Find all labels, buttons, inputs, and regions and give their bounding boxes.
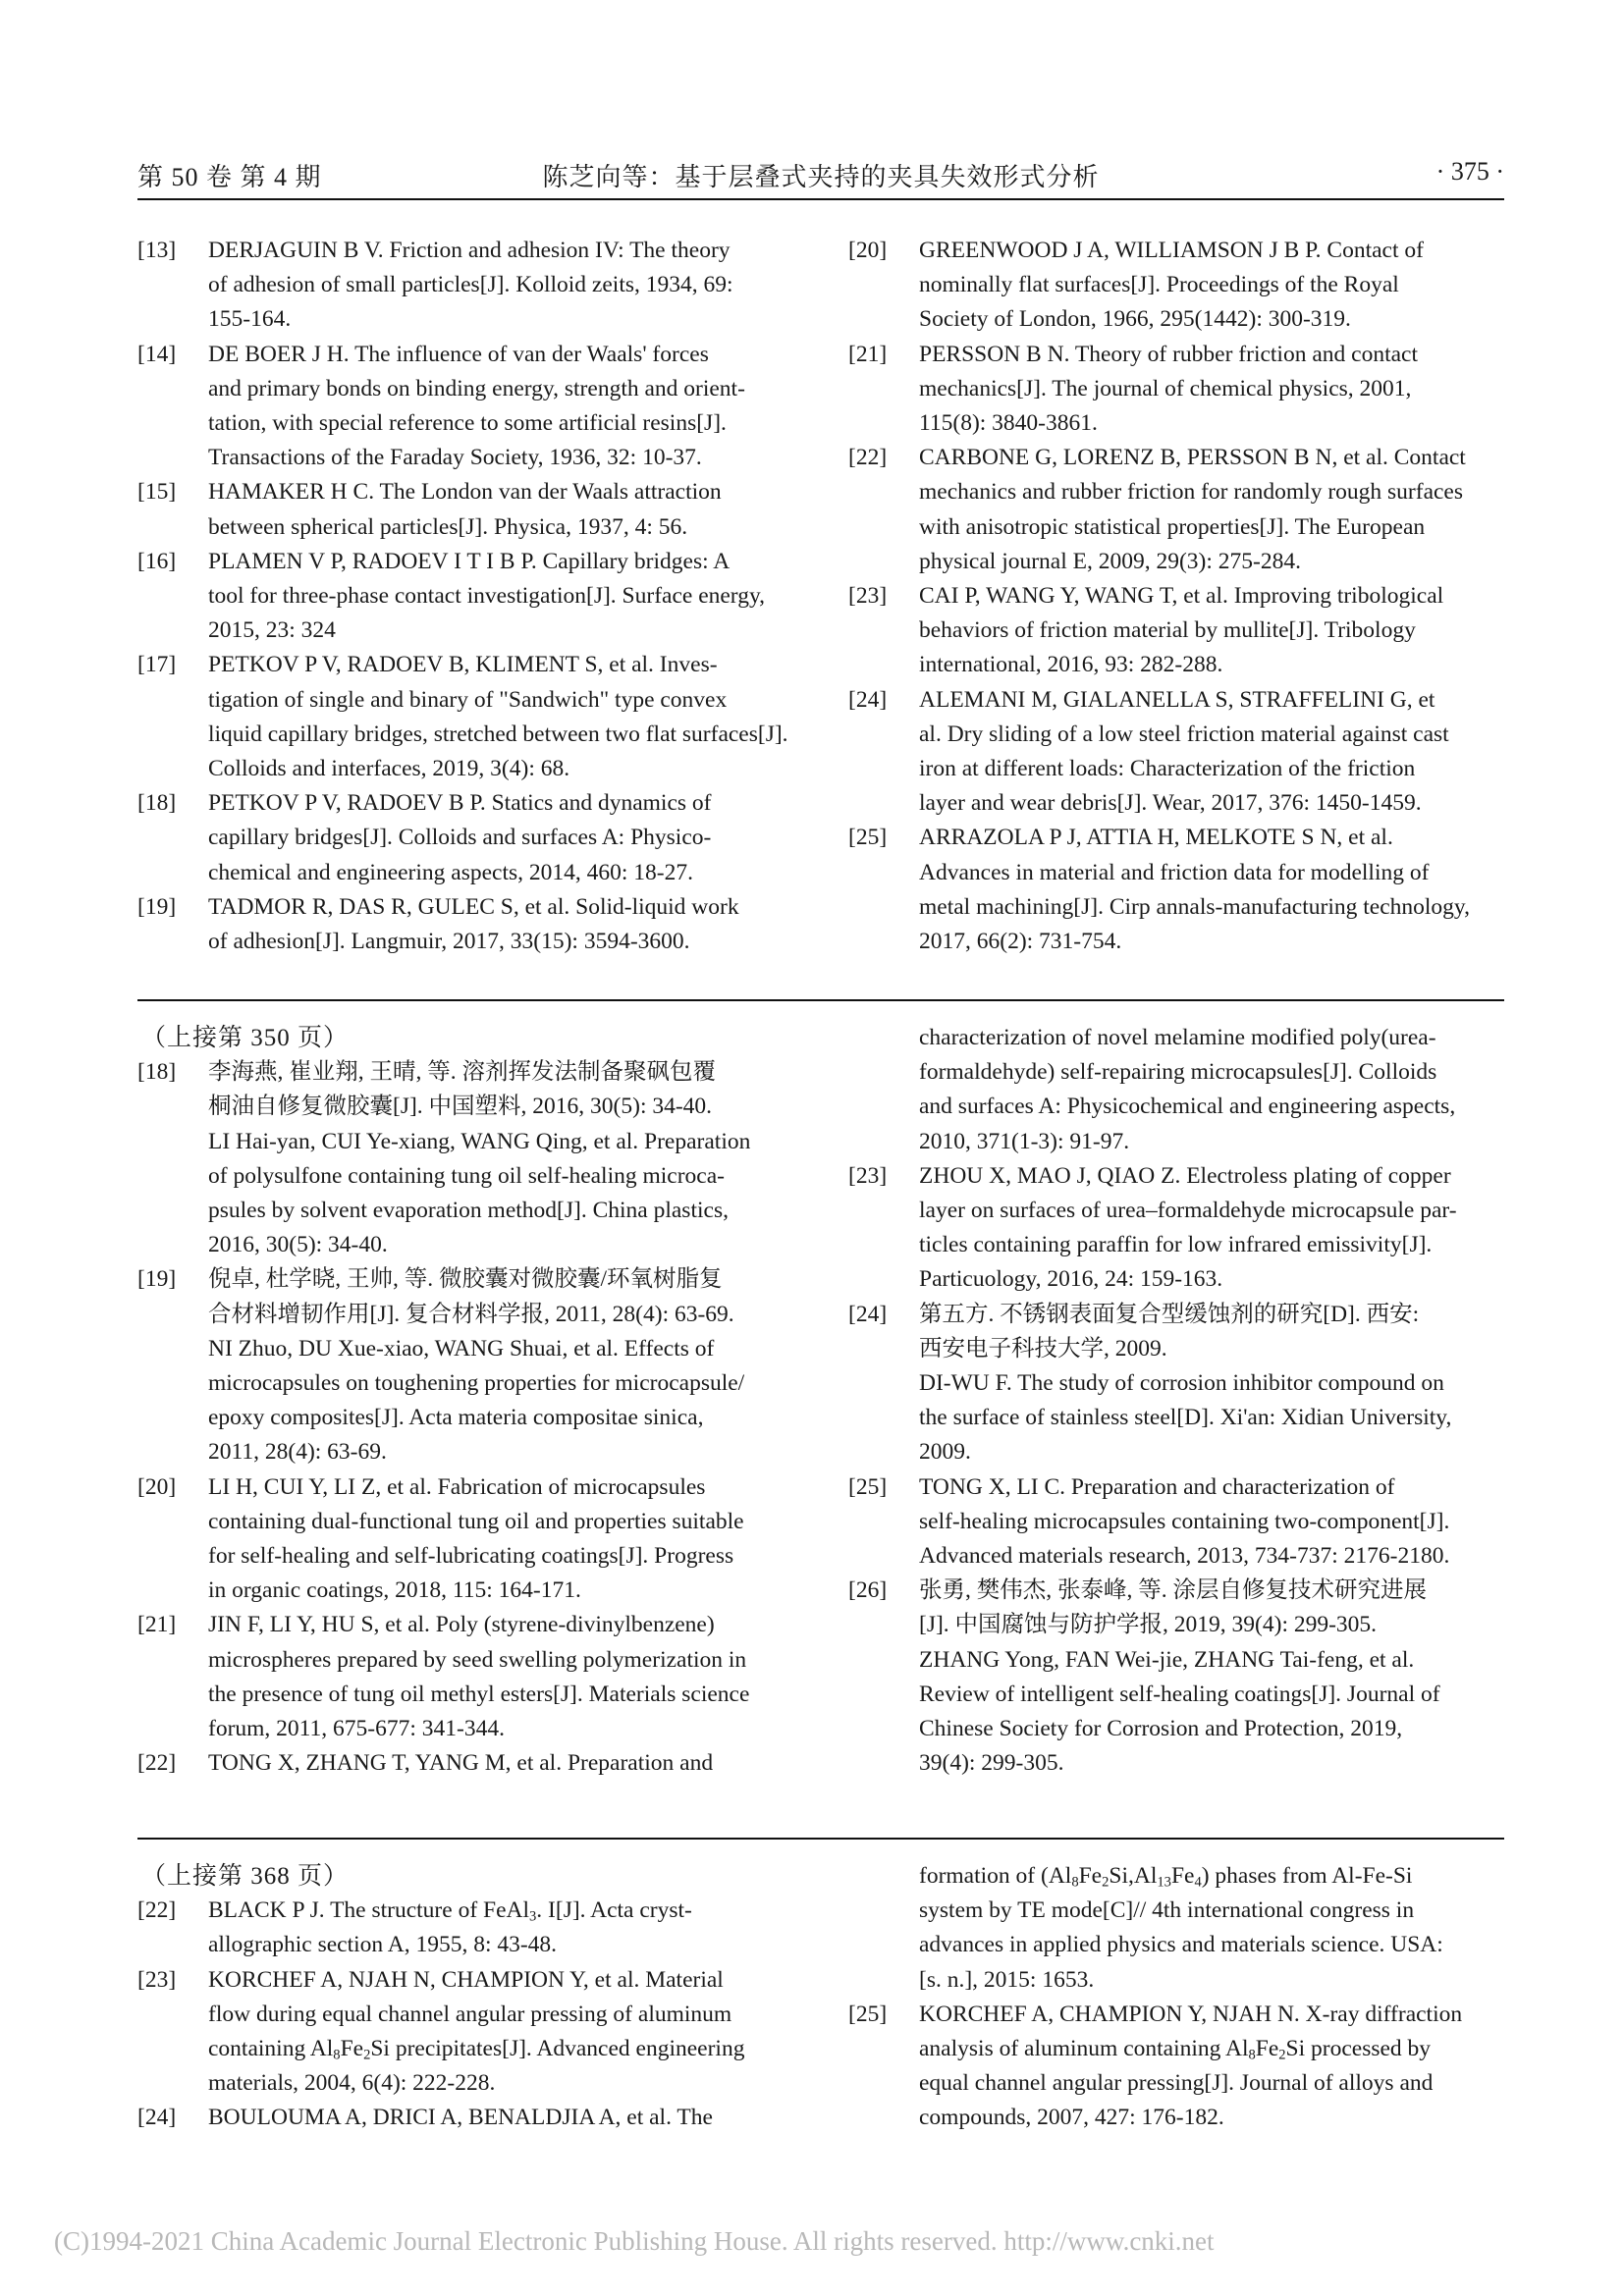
reference-line: forum, 2011, 675-677: 341-344.	[208, 1716, 505, 1742]
reference-line: epoxy composites[J]. Acta materia compositae sinica,	[208, 1405, 704, 1431]
reference-number: [23]	[848, 1162, 888, 1189]
reference-line: of adhesion of small particles[J]. Kolloid zeits, 1934, 69:	[208, 272, 733, 298]
reference-text	[208, 1608, 793, 1746]
reference-line: BOULOUMA A, DRICI A, BENALDJIA A, et al. The	[208, 2105, 713, 2131]
reference-entry	[137, 1055, 793, 1262]
reference-line: 第五方. 不锈钢表面复合型缓蚀剂的研究[D]. 西安:	[919, 1301, 1420, 1327]
reference-line: 2009.	[919, 1439, 971, 1466]
reference-text	[208, 648, 793, 786]
reference-continuation	[848, 1021, 1504, 1159]
reference-line: 2011, 28(4): 63-69.	[208, 1439, 387, 1466]
reference-line: ZHOU X, MAO J, QIAO Z. Electroless plating of copper	[919, 1162, 1451, 1189]
reference-list	[137, 1894, 793, 2135]
reference-entry	[137, 890, 793, 959]
reference-text	[919, 234, 1504, 338]
reference-line: TADMOR R, DAS R, GULEC S, et al. Solid-liquid work	[208, 893, 739, 920]
references-column-left	[137, 1859, 793, 2136]
reference-number: [24]	[848, 1301, 888, 1327]
reference-number: [18]	[137, 1059, 177, 1086]
reference-number: [22]	[137, 1897, 177, 1924]
reference-entry	[848, 234, 1504, 338]
reference-text	[208, 2101, 793, 2135]
reference-number: [17]	[137, 652, 177, 678]
reference-line: the presence of tung oil methyl esters[J]. Materials science	[208, 1681, 750, 1707]
reference-text	[208, 786, 793, 890]
reference-number: [18]	[137, 790, 177, 817]
reference-line: DERJAGUIN B V. Friction and adhesion IV: The theory	[208, 238, 731, 263]
reference-line: metal machining[J]. Cirp annals-manufacturing technology,	[919, 893, 1471, 920]
reference-number: [22]	[137, 1750, 177, 1777]
reference-line: Particuology, 2016, 24: 159-163.	[919, 1266, 1223, 1293]
reference-line: PETKOV P V, RADOEV B, KLIMENT S, et al. Inves-	[208, 652, 718, 678]
reference-line: containing $Al_8Fe_2Si$ precipitates[J]. Advanced engineering	[208, 2036, 745, 2063]
reference-line: CARBONE G, LORENZ B, PERSSON B N, et al. Contact	[919, 445, 1466, 471]
reference-line: ZHANG Yong, FAN Wei-jie, ZHANG Tai-feng, et al.	[919, 1646, 1415, 1673]
reference-text	[208, 1262, 793, 1469]
reference-line: 115(8): 3840-3861.	[919, 410, 1098, 437]
reference-line: analysis of aluminum containing $Al_8Fe_2Si$ processed by	[919, 2036, 1432, 2063]
reference-line: 2010, 371(1-3): 91-97.	[919, 1128, 1130, 1154]
reference-text	[919, 579, 1504, 683]
reference-line: materials, 2004, 6(4): 222-228.	[208, 2070, 496, 2097]
references-section-continued-368	[137, 1859, 1504, 2154]
reference-number: [16]	[137, 548, 177, 574]
references-column-right	[848, 234, 1504, 959]
reference-line: and primary bonds on binding energy, strength and orient-	[208, 375, 745, 401]
reference-line: al. Dry sliding of a low steel friction material against cast	[919, 721, 1449, 747]
reference-line: tigation of single and binary of "Sandwich" type convex	[208, 686, 728, 713]
reference-line: equal channel angular pressing[J]. Journal of alloys and	[919, 2070, 1434, 2097]
running-title: 陈芝向等：基于层叠式夹持的夹具失效形式分析	[542, 163, 1100, 191]
reference-text	[919, 683, 1504, 822]
page-number: · 375 ·	[1435, 157, 1504, 186]
reference-line: self-healing microcapsules containing two-component[J].	[919, 1508, 1450, 1534]
reference-line: nominally flat surfaces[J]. Proceedings of the Royal	[919, 272, 1399, 298]
reference-number: [15]	[137, 479, 177, 506]
reference-line: KORCHEF A, CHAMPION Y, NJAH N. X-ray diffraction	[919, 2001, 1463, 2027]
reference-number: [14]	[137, 341, 177, 367]
reference-line: chemical and engineering aspects, 2014, 460: 18-27.	[208, 859, 694, 885]
reference-number: [26]	[848, 1577, 888, 1604]
reference-line: Advanced materials research, 2013, 734-737: 2176-2180.	[919, 1543, 1450, 1570]
reference-text	[919, 1998, 1504, 2136]
reference-line: KORCHEF A, NJAH N, CHAMPION Y, et al. Material	[208, 1966, 724, 1993]
reference-line: NI Zhuo, DU Xue-xiao, WANG Shuai, et al. Effects of	[208, 1335, 715, 1362]
references-section-continued-350	[137, 1021, 1504, 1806]
reference-entry	[848, 579, 1504, 683]
section-divider	[137, 1838, 1504, 1840]
reference-entry	[848, 683, 1504, 822]
reference-line: 张勇, 樊伟杰, 张泰峰, 等. 涂层自修复技术研究进展	[919, 1577, 1427, 1604]
reference-line: HAMAKER H C. The London van der Waals attraction	[208, 479, 722, 506]
reference-line: JIN F, LI Y, HU S, et al. Poly (styrene-divinylbenzene)	[208, 1612, 715, 1638]
reference-text	[208, 890, 793, 959]
reference-line: capillary bridges[J]. Colloids and surfaces A: Physico-	[208, 825, 712, 851]
reference-line: PETKOV P V, RADOEV B P. Statics and dynamics of	[208, 790, 712, 817]
reference-number: [22]	[848, 445, 888, 471]
reference-line: containing dual-functional tung oil and properties suitable	[208, 1508, 744, 1534]
reference-line: Chinese Society for Corrosion and Protection, 2019,	[919, 1716, 1403, 1742]
reference-line: 2017, 66(2): 731-754.	[919, 929, 1122, 955]
reference-text	[919, 1298, 1504, 1470]
reference-continuation	[848, 1859, 1504, 1998]
reference-entry	[137, 1963, 793, 2102]
reference-line: with anisotropic statistical properties[J]. The European	[919, 513, 1426, 540]
reference-entry	[137, 1746, 793, 1781]
reference-line: DI-WU F. The study of corrosion inhibitor compound on	[919, 1370, 1444, 1397]
reference-line: of polysulfone containing tung oil self-healing microca-	[208, 1162, 725, 1189]
reference-line: PERSSON B N. Theory of rubber friction and contact	[919, 341, 1418, 367]
reference-entry	[137, 2101, 793, 2135]
reference-entry	[848, 1159, 1504, 1298]
reference-line: Review of intelligent self-healing coatings[J]. Journal of	[919, 1681, 1440, 1707]
reference-text	[208, 1894, 793, 1962]
reference-line: system by TE mode[C]// 4th international congress in	[919, 1897, 1415, 1924]
reference-text	[208, 545, 793, 649]
reference-line: Society of London, 1966, 295(1442): 300-319.	[919, 306, 1351, 333]
reference-line: LI Hai-yan, CUI Ye-xiang, WANG Qing, et al. Preparation	[208, 1128, 751, 1154]
reference-entry	[137, 1262, 793, 1469]
references-column-right	[848, 1021, 1504, 1781]
reference-line: 39(4): 299-305.	[919, 1750, 1064, 1777]
reference-line: [s. n.], 2015: 1653.	[919, 1966, 1095, 1993]
reference-line: microspheres prepared by seed swelling polymerization in	[208, 1646, 747, 1673]
reference-number: [25]	[848, 2001, 888, 2027]
references-column-left	[137, 1021, 793, 1781]
references-section-main	[137, 234, 1504, 980]
reference-line: physical journal E, 2009, 29(3): 275-284.	[919, 548, 1301, 574]
reference-line: CAI P, WANG Y, WANG T, et al. Improving tribological	[919, 583, 1444, 610]
reference-line: 2016, 30(5): 34-40.	[208, 1232, 388, 1258]
reference-line: Transactions of the Faraday Society, 1936, 32: 10-37.	[208, 445, 702, 471]
reference-text	[919, 821, 1504, 959]
reference-line: flow during equal channel angular pressing of aluminum	[208, 2001, 732, 2027]
reference-entry	[848, 1998, 1504, 2136]
reference-number: [13]	[137, 238, 177, 263]
reference-line: Advances in material and friction data for modelling of	[919, 859, 1430, 885]
reference-number: [25]	[848, 1473, 888, 1500]
reference-line: behaviors of friction material by mullite[J]. Tribology	[919, 617, 1416, 644]
reference-line: ALEMANI M, GIALANELLA S, STRAFFELINI G, et	[919, 686, 1435, 713]
reference-line: mechanics and rubber friction for randomly rough surfaces	[919, 479, 1464, 506]
reference-number: [23]	[137, 1966, 177, 1993]
reference-line: liquid capillary bridges, stretched between two flat surfaces[J].	[208, 721, 788, 747]
copyright-footer: (C)1994-2021 China Academic Journal Electronic Publishing House. All rights reserved. http://www.cnki.net	[54, 2226, 1215, 2256]
reference-entry	[137, 234, 793, 338]
reference-line: PLAMEN V P, RADOEV I T I B P. Capillary bridges: A	[208, 548, 731, 574]
reference-entry	[137, 786, 793, 890]
reference-text	[208, 1963, 793, 2102]
reference-number: [25]	[848, 825, 888, 851]
reference-entry	[137, 545, 793, 649]
reference-entry	[848, 821, 1504, 959]
volume-issue: 第 50 卷 第 4 期	[137, 163, 322, 191]
reference-entry	[137, 648, 793, 786]
reference-line: TONG X, LI C. Preparation and characterization of	[919, 1473, 1395, 1500]
reference-line: 李海燕, 崔业翔, 王晴, 等. 溶剂挥发法制备聚砜包覆	[208, 1059, 716, 1086]
reference-line: and surfaces A: Physicochemical and engineering aspects,	[919, 1094, 1456, 1120]
section-divider	[137, 999, 1504, 1001]
reference-line: tool for three-phase contact investigation[J]. Surface energy,	[208, 583, 766, 610]
reference-line: tation, with special reference to some artificial resins[J].	[208, 410, 727, 437]
reference-number: [24]	[848, 686, 888, 713]
reference-line: Colloids and interfaces, 2019, 3(4): 68.	[208, 756, 570, 782]
reference-entry	[137, 338, 793, 476]
reference-list	[848, 1159, 1504, 1782]
reference-line: the surface of stainless steel[D]. Xi'an: Xidian University,	[919, 1405, 1452, 1431]
running-header	[137, 147, 1504, 200]
reference-text	[208, 1470, 793, 1609]
reference-line: 2015, 23: 324	[208, 617, 336, 644]
reference-text	[208, 1746, 793, 1781]
references-column-left	[137, 234, 793, 959]
reference-line: 155-164.	[208, 306, 292, 333]
reference-line: of adhesion[J]. Langmuir, 2017, 33(15): 3594-3600.	[208, 929, 690, 955]
reference-line: formaldehyde) self-repairing microcapsules[J]. Colloids	[919, 1059, 1437, 1086]
reference-entry	[137, 1470, 793, 1609]
reference-number: [20]	[848, 238, 888, 263]
reference-text	[919, 1574, 1504, 1781]
reference-line: BLACK P J. The structure of FeAl$_3$. I[J]. Acta cryst-	[208, 1897, 692, 1925]
reference-number: [24]	[137, 2105, 177, 2131]
reference-text	[919, 441, 1504, 579]
reference-line: GREENWOOD J A, WILLIAMSON J B P. Contact of	[919, 238, 1424, 263]
reference-line: layer and wear debris[J]. Wear, 2017, 376: 1450-1459.	[919, 790, 1422, 817]
reference-line: 桐油自修复微胶囊[J]. 中国塑料, 2016, 30(5): 34-40.	[208, 1094, 713, 1120]
reference-line: 合材料增韧作用[J]. 复合材料学报, 2011, 28(4): 63-69.	[208, 1301, 734, 1327]
reference-line: in organic coatings, 2018, 115: 164-171.	[208, 1577, 581, 1604]
reference-text	[208, 338, 793, 476]
reference-entry	[848, 441, 1504, 579]
reference-entry	[848, 1470, 1504, 1575]
reference-line: characterization of novel melamine modified poly(urea-	[919, 1025, 1436, 1050]
continued-from-label: （上接第 350 页）	[141, 1025, 350, 1051]
reference-entry	[848, 338, 1504, 442]
reference-line: iron at different loads: Characterization of the friction	[919, 756, 1416, 782]
reference-line: psules by solvent evaporation method[J]. China plastics,	[208, 1198, 729, 1223]
reference-line: mechanics[J]. The journal of chemical physics, 2001,	[919, 375, 1412, 401]
reference-entry	[137, 1894, 793, 1962]
reference-entry	[848, 1298, 1504, 1470]
reference-number: [20]	[137, 1473, 177, 1500]
reference-line: for self-healing and self-lubricating coatings[J]. Progress	[208, 1543, 734, 1570]
reference-line: [J]. 中国腐蚀与防护学报, 2019, 39(4): 299-305.	[919, 1612, 1378, 1638]
reference-line: 西安电子科技大学, 2009.	[919, 1335, 1167, 1362]
reference-text	[919, 1159, 1504, 1298]
reference-line: TONG X, ZHANG T, YANG M, et al. Preparation and	[208, 1750, 714, 1777]
reference-line: formation of $(Al_8Fe_2Si,Al_{13}Fe_4)$ phases from Al-Fe-Si	[919, 1863, 1413, 1891]
reference-number: [21]	[848, 341, 888, 367]
reference-text	[919, 338, 1504, 442]
reference-line: layer on surfaces of urea–formaldehyde microcapsule par-	[919, 1198, 1457, 1224]
reference-line: 倪卓, 杜学晓, 王帅, 等. 微胶囊对微胶囊/环氧树脂复	[208, 1266, 723, 1293]
references-column-right	[848, 1859, 1504, 2136]
reference-line: LI H, CUI Y, LI Z, et al. Fabrication of microcapsules	[208, 1473, 706, 1500]
reference-line: international, 2016, 93: 282-288.	[919, 652, 1223, 678]
reference-text	[208, 234, 793, 338]
reference-text	[919, 1470, 1504, 1575]
reference-text	[208, 475, 793, 544]
reference-number: [19]	[137, 1266, 177, 1293]
reference-line: DE BOER J H. The influence of van der Waals' forces	[208, 341, 709, 367]
reference-line: ARRAZOLA P J, ATTIA H, MELKOTE S N, et al.	[919, 825, 1393, 851]
reference-line: compounds, 2007, 427: 176-182.	[919, 2105, 1224, 2131]
reference-entry	[137, 475, 793, 544]
reference-line: microcapsules on toughening properties for microcapsule/	[208, 1370, 745, 1397]
reference-text	[208, 1055, 793, 1262]
reference-number: [23]	[848, 583, 888, 610]
reference-line: between spherical particles[J]. Physica, 1937, 4: 56.	[208, 513, 688, 540]
reference-entry	[137, 1608, 793, 1746]
reference-entry	[848, 1574, 1504, 1781]
continued-from-label: （上接第 368 页）	[141, 1863, 350, 1890]
reference-list	[137, 1055, 793, 1781]
reference-list	[848, 1998, 1504, 2136]
reference-line: allographic section A, 1955, 8: 43-48.	[208, 1932, 558, 1958]
reference-line: ticles containing paraffin for low infrared emissivity[J].	[919, 1232, 1433, 1258]
reference-line: advances in applied physics and materials science. USA:	[919, 1932, 1443, 1958]
reference-number: [21]	[137, 1612, 177, 1638]
reference-number: [19]	[137, 893, 177, 920]
